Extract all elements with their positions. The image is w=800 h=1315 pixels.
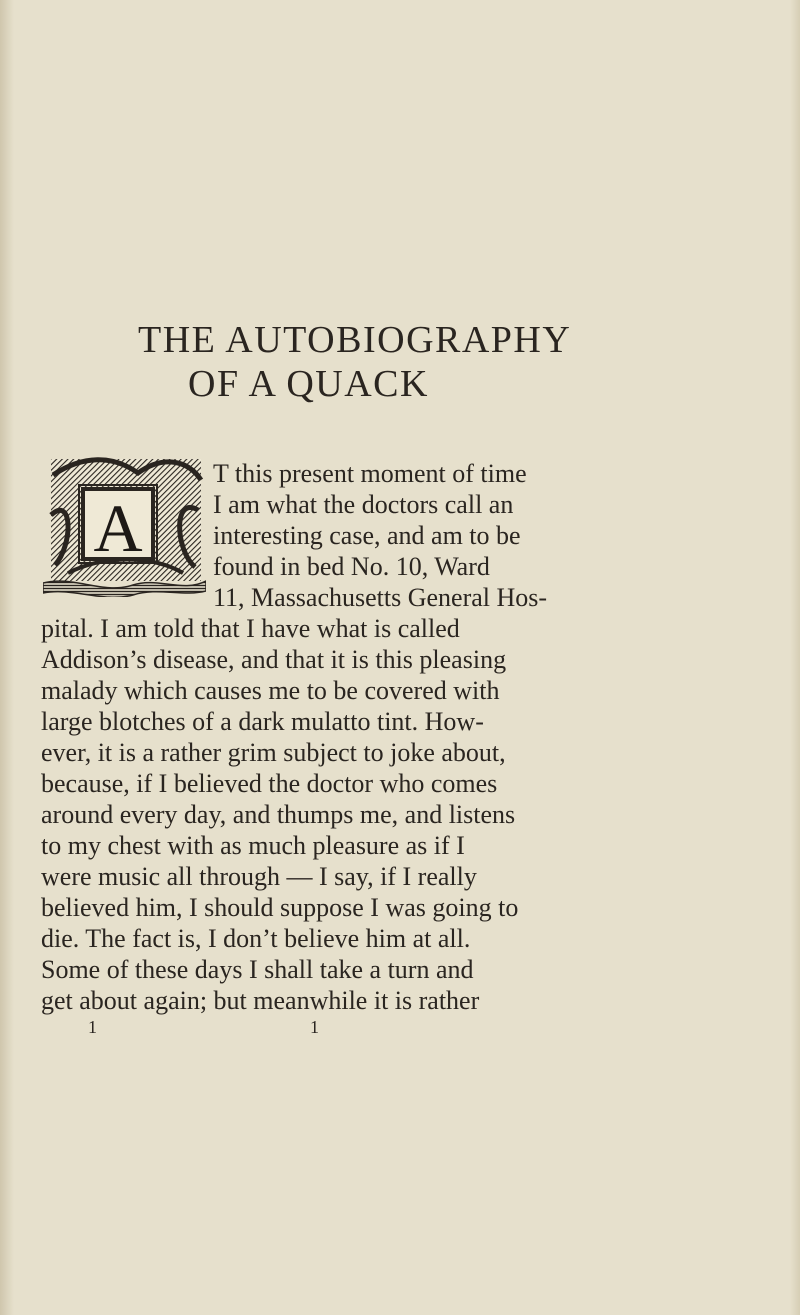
text-line: T this present moment of time bbox=[213, 459, 527, 488]
ornamental-drop-cap bbox=[43, 455, 206, 597]
page-edge-shadow-left bbox=[0, 0, 14, 1315]
text-line: Some of these days I shall take a turn and bbox=[41, 955, 474, 984]
text-line: large blotches of a dark mulatto tint. How- bbox=[41, 707, 484, 736]
text-line: malady which causes me to be covered with bbox=[41, 676, 500, 705]
signature-mark: 1 bbox=[88, 1017, 97, 1037]
drop-cap-letter: A bbox=[93, 490, 143, 566]
page-edge-shadow-right bbox=[790, 0, 800, 1315]
text-line: Addison’s disease, and that it is this pleasing bbox=[41, 645, 507, 674]
text-line: to my chest with as much pleasure as if I bbox=[41, 831, 465, 860]
text-line: were music all through — I say, if I really bbox=[41, 862, 477, 891]
text-line: die. The fact is, I don’t believe him at all. bbox=[41, 924, 471, 953]
text-line: because, if I believed the doctor who comes bbox=[41, 769, 498, 798]
text-line: around every day, and thumps me, and listens bbox=[41, 800, 516, 829]
page-number: 1 bbox=[310, 1017, 319, 1037]
drop-cap-ornament-icon bbox=[43, 455, 206, 597]
text-line: ever, it is a rather grim subject to joke about, bbox=[41, 738, 506, 767]
text-line: found in bed No. 10, Ward bbox=[213, 552, 490, 581]
text-line: believed him, I should suppose I was going to bbox=[41, 893, 519, 922]
text-line: interesting case, and am to be bbox=[213, 521, 521, 550]
chapter-title-line-2: OF A QUACK bbox=[188, 363, 429, 405]
text-line: get about again; but meanwhile it is rather bbox=[41, 986, 480, 1015]
text-line: I am what the doctors call an bbox=[213, 490, 514, 519]
text-line: 11, Massachusetts General Hos- bbox=[213, 583, 548, 612]
text-line: pital. I am told that I have what is called bbox=[41, 614, 460, 643]
chapter-title-line-1: THE AUTOBIOGRAPHY bbox=[138, 319, 572, 361]
